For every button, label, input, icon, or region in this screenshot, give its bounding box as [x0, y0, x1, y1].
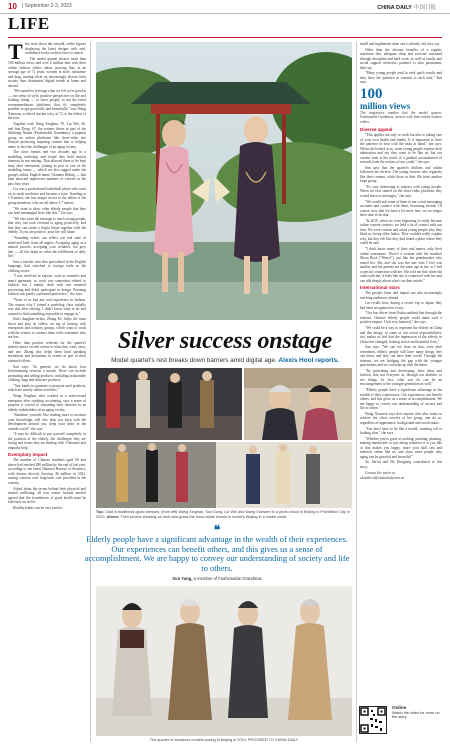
contributors-note: Xu Jun'an and Hu Dongfang contributed to this story.	[360, 460, 442, 469]
runway-photo	[96, 368, 242, 440]
main-photo-illustration	[96, 42, 352, 320]
masthead	[377, 3, 436, 11]
body-paragraph: The model quartet attracts more than 100 million views and over 2 million fans with their online fashion videos about, proving that, at an average age of 71 years, women in style, substance and drag, turning silver on increasingly diverse lines society does dominated digital trends at home and abroad.	[8, 56, 86, 88]
section-title: LIFE	[8, 14, 50, 33]
body-paragraph: Other than product referrals for the quartet's interest draws on real events to what they wear, carry, and use. Zhang also helps them land speaking invitations and invitations to events as part of their outreach efforts.	[8, 340, 86, 363]
body-paragraph: "We want to show other elderly people that they can lead meaningful lives like this," Liu says.	[8, 206, 86, 216]
body-paragraph: "Any funds we generate to promote such products, which are mostly online activities."	[8, 383, 86, 393]
body-paragraph: "Our bus driver from Osaka realized that through the internet, Chinese elderly people could make such a positive impact. I felt very honored," she says.	[360, 311, 442, 325]
body-paragraph: Together with Wang Xinghan, 70, Liu Wei, 66, and Sun Dong, 67, the retirees thrive in part of the Shishang Nainai (Fashionable Grandmas), a popular group on online platforms like short-video site Douyin producing inspiring content that is helping many to face the challenges of an aging society.	[8, 122, 86, 149]
body-paragraph: Other than the obvious benefits of a regular, nutritious diet, adequate sleep and exercise sustained through discipline and hard work, as well as family and social support networks, patience is also paramount, they say.	[360, 47, 442, 70]
deck-text: Model quartet's rest breaks down barriers amid digital age.	[111, 357, 277, 364]
masthead-chinese: 中国日报	[413, 5, 436, 11]
body-paragraph: Sun says: "We can see from on that, even after retirement, elderly people still have many things they can learn, and they can have their world. Through the internet, we are bridging the gap with the younger generations and we can keep up with the times.	[360, 345, 442, 368]
contact-label: Contact the writer at	[365, 470, 396, 475]
body-paragraph: "I was involved in exports, such as women's and men's garments, so work was somewhat related to fashion, but I mainly dealt with raw material processing and didn't participate in design. Pursuing fashion was purely a personal preference," she says.	[8, 274, 86, 297]
bottom-photo-quartet	[96, 586, 352, 736]
online-text: Watch the video for more on the story.	[392, 710, 440, 720]
online-label: Online	[392, 705, 407, 710]
caption-top: Clad in traditional qipao dresses, (from left) Wang Xinghan, Sun Dong, Liu Wei and Wang Xianwen in a photo shoot in Beijing in Prohibition City in 2020.	[96, 510, 350, 519]
qr-code-icon[interactable]	[359, 706, 387, 734]
body-paragraph: "You don't have to be like a model, standing tall or looking slim," she says.	[360, 426, 442, 436]
stat-note: The impressive number that the model quartet, Fashionable Grandmas, attracts with their online fashion videos	[360, 110, 442, 124]
closeup-photo-illustration	[244, 368, 352, 440]
body-paragraph: Liu recalls how, during a recent trip to Japan, they had been recognized on a tour.	[360, 301, 442, 310]
body-paragraph: "We wanted to leverage what we felt we're good at — our sense of style, positive perspective on life and looking fitting — to show people, to run the latest recommendations platforms, that it's completely possible to age gracefully and beautifully," says Wang Xianwen, a retired teacher who, at 72, is the oldest of the four.	[8, 89, 86, 121]
quote-author-role: a member of Fashionable Grandmas	[193, 576, 262, 582]
body-paragraph: The number of Chinese residents aged 60 and above had reached 280 million by the end of last year, according to the latest National Bureau of Statistics, with dozens directly thriving 46 million in 2021, raising concern over long-term care provided in the country.	[8, 458, 86, 485]
stat-box	[360, 87, 442, 124]
body-paragraph: Wang Xianwen says that anyone who also wants to achieve the silver success of her group, one do so, regardless of appearance, background and social status.	[360, 411, 442, 425]
body-paragraph: "None of us had any real experience in fashion. The reason why I joined a modeling class initially was that after retiring, I didn't know what to do and wanted to find something enjoyable to engage in."	[8, 298, 86, 316]
article-column-right	[360, 42, 442, 702]
quote-mark-icon: ❝	[213, 523, 221, 537]
pull-quote-text: Elderly people have a significant advantage in the wealth of their experiences. Our experiences can benefit others, and this gives us a sense of accomplishment. We are happy to convey our understanding of society and life to others.	[84, 535, 350, 573]
column-divider	[356, 42, 357, 742]
body-paragraph: instill and implement when one is already old, they say.	[360, 42, 440, 46]
pull-quote	[84, 525, 350, 581]
byline: Alexis Hool reports.	[278, 357, 339, 364]
body-paragraph: Liu was a professional basketball player who went on to study medicine and became a tutor. Standing at 1.8 meters, she has unique access to the tallest of the group members, who are all above 1.7 meters.	[8, 187, 86, 205]
body-paragraph: "We would ask some of them to our social messaging accounts and connect with them, becoming friends. Of course, now that we have a lot more fans, we no longer have time to do that.	[360, 199, 442, 218]
page-header	[0, 0, 450, 14]
body-paragraph: Sun's daughter-in-law, Zhang Ke, helps the team shoot and post its videos, on top of liaising with enterprises and industry groups, which want to work with the seniors to connect them with consumers who are less.	[8, 317, 86, 340]
body-paragraph: Healthy habits can be very hard to	[13, 505, 63, 510]
body-paragraph: Sun says: "In general, we do about four livestreaming sessions a month. These can include promoting and selling products, including fashionable clothing, bags and skincare products.	[8, 364, 86, 383]
body-paragraph: "Sounding videos can reflect our real state of mind and body from all angles. Accepting aging as a natural process, accepting your wrinkles, not grey hair — all this helps us value the fulfillment of daily life."	[8, 236, 86, 258]
quote-author: Sun Yang,	[172, 576, 193, 582]
article-column-left	[8, 42, 86, 742]
body-paragraph: "It may be difficult to put yourself completely in the position of the elderly, the challenges they are facing and issues they are dealing with. Tolerance and empathy help."	[8, 432, 86, 450]
issue-date: | September 2-3, 2023	[22, 3, 72, 9]
subhead-diverse-appeal: Diverse appeal	[360, 127, 393, 133]
contact-email[interactable]: alexishool@chinadaily.com.cn	[360, 476, 405, 481]
body-paragraph: "We could be a way to represent the elderly in China and this image, of some of our social responsibilities, too, makes us feel that the impression of the elderly in China has changed, looking active and beautiful lives."	[360, 326, 442, 344]
body-paragraph: "This applies not only to work but also to taking care of your own health and family. It is important to have the patience to deal with the tasks at hand," she says. When she looked at us, some young people express their admiration and say they want to be like us, but our current state is the result of a gradual accumulation of rewards from the actions of our youth," she says.	[360, 133, 442, 165]
subhead-international-stars: International stars	[360, 285, 400, 291]
street-photo	[96, 442, 352, 508]
qr-code-pattern	[360, 707, 386, 733]
body-paragraph: Sun, a teacher who also specialized in the English language, had switched to foreign trade in the clothing sector.	[8, 259, 86, 273]
caption-above: Their photos showing an Irish-wild-grass the local online events in model's Beijing in a model world.	[120, 514, 288, 519]
body-paragraph: "Many young people tend to seek quick results and they have the patience to commit to such task," Sun says.	[360, 71, 442, 85]
subhead-exemplary-impact: Exemplary impact	[8, 452, 48, 458]
body-paragraph: "By presenting and developing, have ideas and fashion, this, not everyone us, through our abilities, to see things. In fact, what you do can be an encouragement to the younger generation as well."	[360, 368, 442, 387]
body-paragraph: Sun says that the quartet's abilities and online followers are diverse. The young viewers who regularly like their content, while those in their 30s from another large group.	[360, 165, 442, 184]
body-paragraph: "We also want the message to reach young people, that they can look forward to aging positively, and that they can create a bright future together with the elderly. If you are positive, your life will shine.	[8, 216, 86, 235]
photo-caption-middle	[96, 510, 352, 519]
column-divider	[90, 42, 91, 742]
photo-caption-bottom: The quartet of amateurs models posing in Beijing in 2019. PROVIDED TO CHINA DAILY	[149, 738, 299, 742]
body-paragraph: Wang Xinghan, who worked in a state-owned enterprise after studying accounting, says a sense of purpose is crucial to sustaining their interests in an elderly stakeholders of an aging society.	[8, 394, 86, 412]
page-number: 10	[8, 2, 17, 11]
stat-unit: million views	[360, 100, 411, 111]
deck	[98, 357, 352, 364]
drop-cap: T	[8, 42, 23, 64]
body-paragraph: "I don't know many of their real names, only their online usernames. There's a woman with the moniker Moon Rose ("Wenxi"), just like her grandmother who raised her. She and she was the one who I feel was similar, and her parents are the same age as me, so I feel a special connection with her. She told me that when she chats with me, it feels like she is connected with her and can talk deeply about what's on their minds."	[360, 247, 442, 283]
caption-label-top: Top:	[96, 510, 104, 514]
pull-quote-attribution	[84, 576, 350, 581]
runway-photo-illustration	[96, 368, 242, 440]
masthead-name: CHINA DAILY	[377, 5, 412, 11]
closeup-photo	[244, 368, 352, 440]
body-paragraph: "Sunshine, yourself, like reading more to increase your knowledge, will also help you keep with the development around you, keep your heart in the outside world," she says.	[8, 413, 86, 431]
body-paragraph: Asked about the recent behind their physical and mental wellbeing, all four senior fashion models agreed that the foundations of good health must be laid early on in life.	[8, 486, 86, 505]
body-paragraph: The close friends met two decades ago in a modeling workshop and found they held similar interests in not retiring. That allowed them to be kept busy after retirement, joining as part of one of the modeling teams — which are also tagged under the group's online English name, Glamma Riding — that later attracted impressive numbers of viewers in the past four years.	[8, 150, 86, 186]
main-photo-qipao	[96, 42, 352, 320]
stat-number: 100	[360, 85, 383, 102]
online-promo	[392, 706, 442, 720]
bottom-photo-illustration	[96, 586, 352, 736]
section-rule	[8, 37, 442, 38]
body-paragraph: "It's very interesting to interact with young people. When we first started on the short-video platform, they would leave us messages," she says.	[360, 184, 442, 198]
body-paragraph: "Elderly people have a significant advantage in the wealth of their experiences. Our experiences can benefit others, and this gives us a sense of accomplishment. We are happy to convey our understanding of society and life to others."	[360, 388, 442, 411]
body-paragraph: "In 2019, when we were beginning to really become online content creators, we held a lot of contact with our fans. We were curious and asked young people why they liked us, being older ladies. They couldn't really explain why, but they felt like they had found a place where they could be safe.	[360, 218, 442, 246]
caption-label-above: Above:	[106, 514, 120, 519]
street-photo-illustration	[96, 442, 352, 508]
body-paragraph: The group's fame and impact are also increasingly reaching audiences abroad.	[360, 291, 442, 300]
body-paragraph: "Whether you're good at cooking, painting, planting, making handicrafts or just doing whatever it is you like or that makes you happy, share your skill sets and interests online like us, and show more people why aging can be graceful and beautiful."	[360, 436, 442, 459]
lead-paragraph: hey strut down the catwalk, svelte figures displaying the latest designs with zeal, confidence looks on their faces to match.	[24, 42, 86, 55]
headline: Silver success onstage	[117, 328, 333, 354]
